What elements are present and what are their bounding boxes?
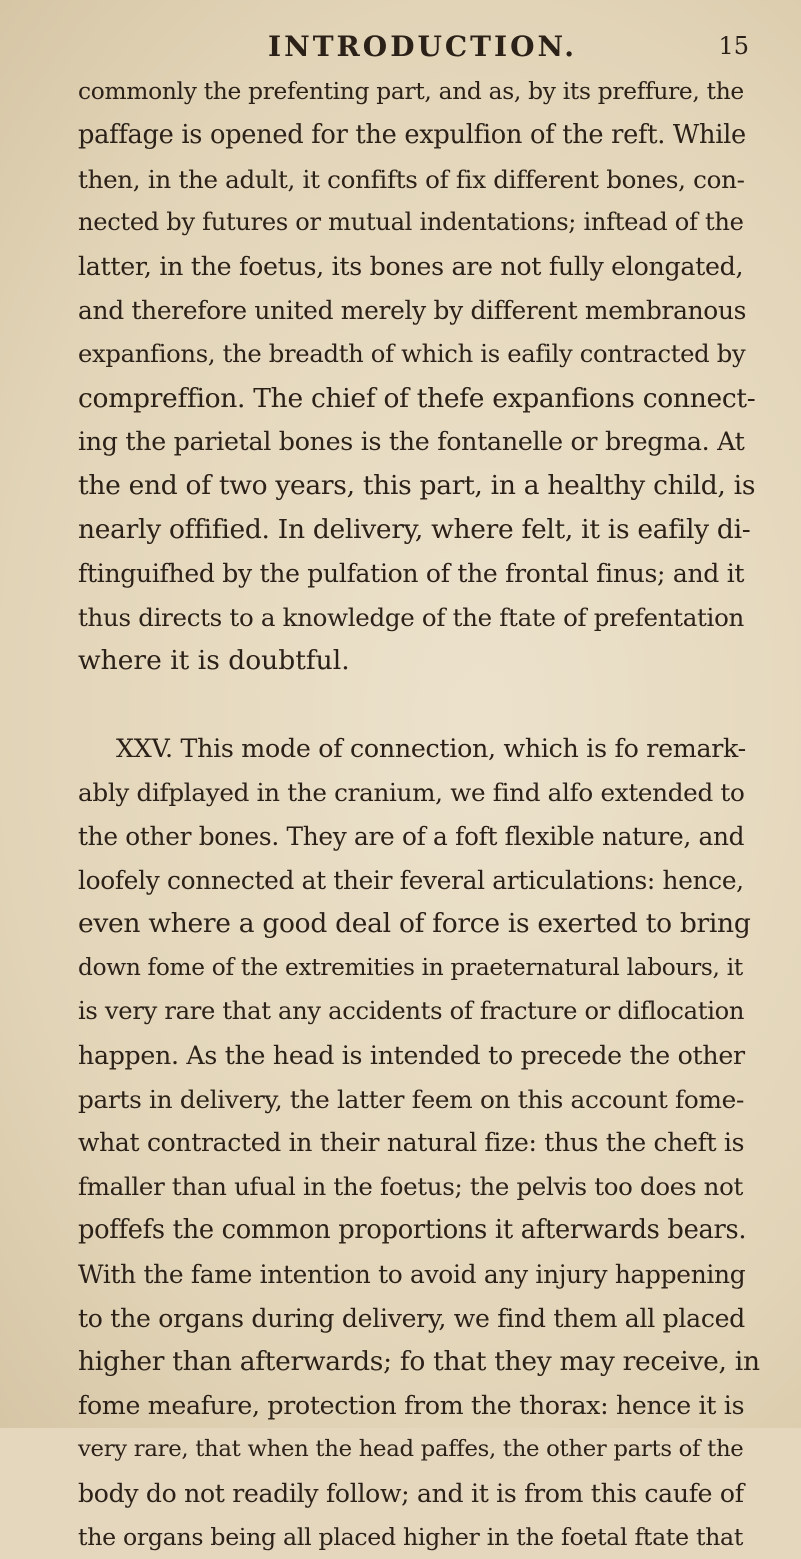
text-line: and therefore united merely by different membranous <box>78 289 761 333</box>
text-line: fome meafure, protection from the thorax: hence it is <box>78 1384 761 1428</box>
text-line: the end of two years, this part, in a healthy child, is <box>78 464 761 508</box>
text-line: nected by futures or mutual indentations; inftead of the <box>78 201 761 245</box>
text-line: where it is doubtful. <box>78 639 761 683</box>
text-line: latter, in the foetus, its bones are not fully elongated, <box>78 245 761 289</box>
text-line: fmaller than ufual in the foetus; the pelvis too does not <box>78 1165 761 1209</box>
text-line: body do not readily follow; and it is from this caufe of <box>78 1472 761 1516</box>
paragraph-1 <box>78 70 761 683</box>
text-line: is very rare that any accidents of fracture or diflocation <box>78 990 761 1034</box>
text-line: XXV. This mode of connection, which is fo remark- <box>78 727 761 771</box>
text-line: With the fame intention to avoid any injury happening <box>78 1253 761 1297</box>
paragraph-2 <box>78 727 761 1559</box>
text-line: very rare, that when the head paffes, the other parts of the <box>78 1428 761 1472</box>
page-header <box>78 30 761 70</box>
text-line: higher than afterwards; fo that they may receive, in <box>78 1340 761 1384</box>
text-line: thus directs to a knowledge of the ftate of prefentation <box>78 596 761 640</box>
text-line: the organs being all placed higher in the foetal ftate that <box>78 1516 761 1559</box>
text-line: ftinguifhed by the pulfation of the frontal finus; and it <box>78 552 761 596</box>
text-line: parts in delivery, the latter feem on this account fome- <box>78 1078 761 1122</box>
paragraph-gap <box>78 683 761 727</box>
text-line: ably difplayed in the cranium, we find alfo extended to <box>78 771 761 815</box>
text-line: paffage is opened for the expulfion of the reft. While <box>78 114 761 158</box>
text-line: even where a good deal of force is exerted to bring <box>78 902 761 946</box>
text-line: down fome of the extremities in praeternatural labours, it <box>78 946 761 990</box>
text-line: the other bones. They are of a foft flexible nature, and <box>78 815 761 859</box>
running-head: INTRODUCTION. <box>268 30 577 63</box>
text-line: happen. As the head is intended to precede the other <box>78 1034 761 1078</box>
text-line: compreffion. The chief of thefe expanfions connect- <box>78 377 761 421</box>
text-line: to the organs during delivery, we find them all placed <box>78 1297 761 1341</box>
text-line: commonly the prefenting part, and as, by its preffure, the <box>78 70 761 114</box>
text-line: ing the parietal bones is the fontanelle or bregma. At <box>78 420 761 464</box>
text-line: expanfions, the breadth of which is eafily contracted by <box>78 333 761 377</box>
page-number: 15 <box>718 32 749 60</box>
text-line: what contracted in their natural fize: thus the cheft is <box>78 1121 761 1165</box>
text-line: poffefs the common proportions it afterwards bears. <box>78 1209 761 1253</box>
text-line: then, in the adult, it confifts of fix different bones, con- <box>78 158 761 202</box>
text-line: loofely connected at their feveral articulations: hence, <box>78 859 761 903</box>
text-line: nearly offified. In delivery, where felt, it is eafily di- <box>78 508 761 552</box>
